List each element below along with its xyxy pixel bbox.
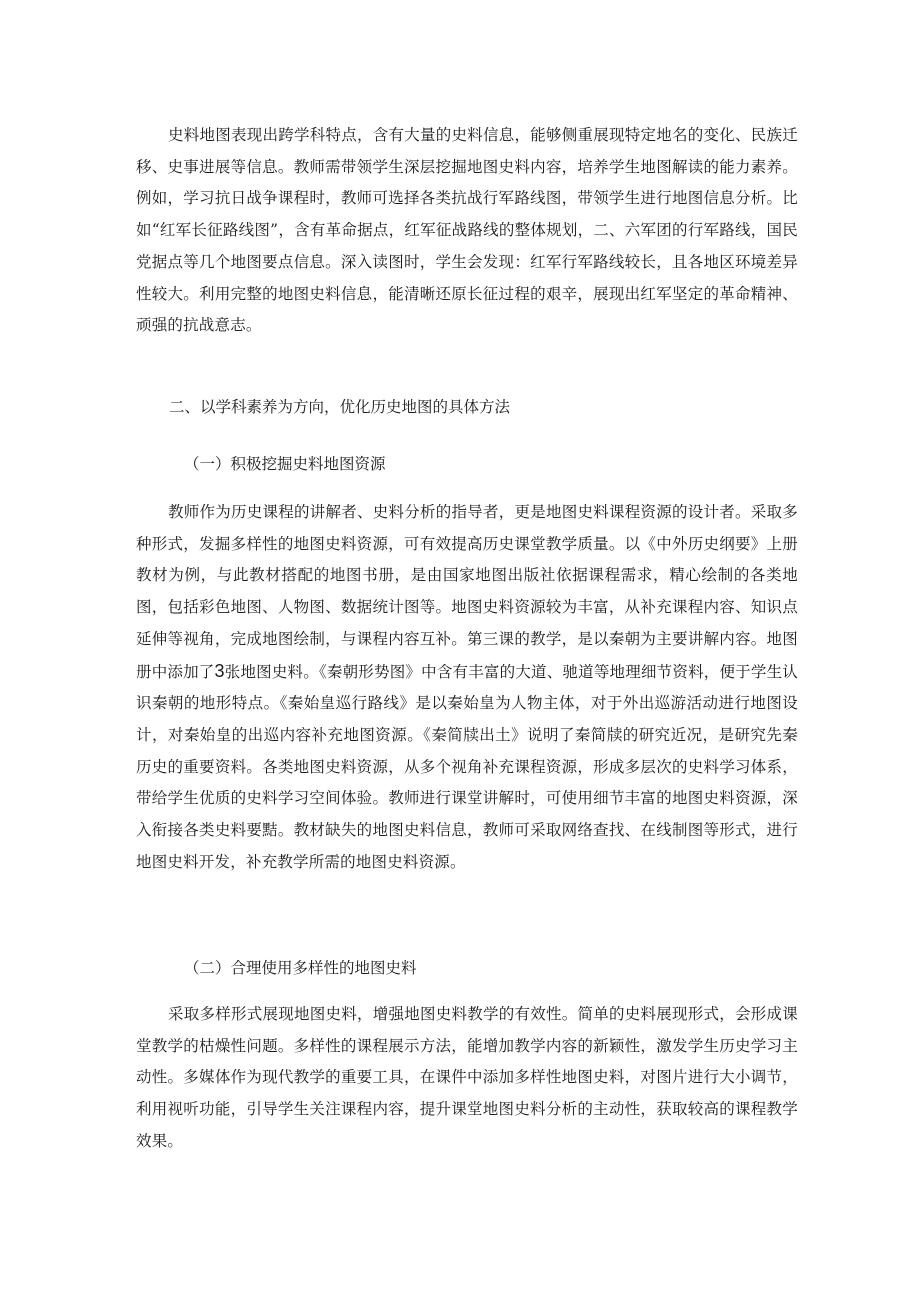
paragraph-diverse-presentation: 采取多样形式展现地图史料，增强地图史料教学的有效性。简单的史料展现形式，会形成课堂教学的枯燥性问题。多样性的课程展示方法，能增加教学内容的新颖性，激发学生历史学习主动性。多媒体作为现代教学的重要工具，在课件中添加多样性地图史料，对图片进行大小调节，利用视听功能，引导学生关注课程内容，提升课堂地图史料分析的主动性，获取较高的课程教学效果。 — [136, 1005, 798, 1150]
subsection-heading-two: （二）合理使用多样性的地图史料 — [184, 959, 417, 977]
paragraph-map-resources — [136, 497, 798, 878]
section-heading-two: 二、以学科素养为方向，优化历史地图的具体方法 — [169, 398, 511, 416]
map-count-number: 3 — [214, 660, 225, 681]
paragraph-text-part: 张地图史料。《秦朝形势图》中含有丰富的大道、驰道等地理细节资料，便于学生认识秦朝的地形特点。《秦始皇巡行路线》是以秦始皇为人物主体，对于外出巡游活动进行地图设计，对秦始皇的出巡内容补充地图资源。《秦简牍出土》说明了秦简牍的研究近况，是研究先秦历史的重要资料。各类地图史料资源，从多个视角补充课程资源，形成多层次的史料学习体系，带给学生优质的史料学习空间体验。教师进行课堂讲解时，可使用细节丰富的地图史料资源，深入衔接各类史料要黠。教材缺失的地图史料信息，教师可采取网络查找、在线制图等形式，进行地图史料开发，补充教学所需的地图史料资源。 — [136, 662, 798, 871]
subsection-heading-one: （一）积极挖掘史料地图资源 — [184, 455, 386, 473]
paragraph-text-part: 教师作为历史课程的讲解者、史料分析的指导者，更是地图史料课程资源的设计者。采取多种形式，发掘多样性的地图史料资源，可有效提高历史课堂教学质量。以《中外历史纲要》上册教材为例，与此教材搭配的地图书册，是由国家地图出版社依据课程需求，精心绘制的各类地图，包括彩色地图、人物图、数据统计图等。地图史料资源较为丰富，从补充课程内容、知识点延伸等视角，完成地图绘制，与课程内容互补。第三课的教学，是以秦朝为主要讲解内容。地图册中添加了 — [136, 503, 798, 681]
paragraph-map-historical-materials: 史料地图表现出跨学科特点，含有大量的史料信息，能够侧重展现特定地名的变化、民族迁移、史事进展等信息。教师需带领学生深层挖掘地图史料内容，培养学生地图解读的能力素养。例如，学习抗日战争课程时，教师可选择各类抗战行军路线图，带领学生进行地图信息分析。比如“红军长征路线图”，含有革命据点，红军征战路线的整体规划，二、六军团的行军路线，国民党据点等几个地图要点信息。深入读图时，学生会发现：红军行军路线较长，且各地区环境差异性较大。利用完整的地图史料信息，能清晰还原长征过程的艰辛，展现出红军坚定的革命精神、顽强的抗战意志。 — [136, 126, 798, 335]
